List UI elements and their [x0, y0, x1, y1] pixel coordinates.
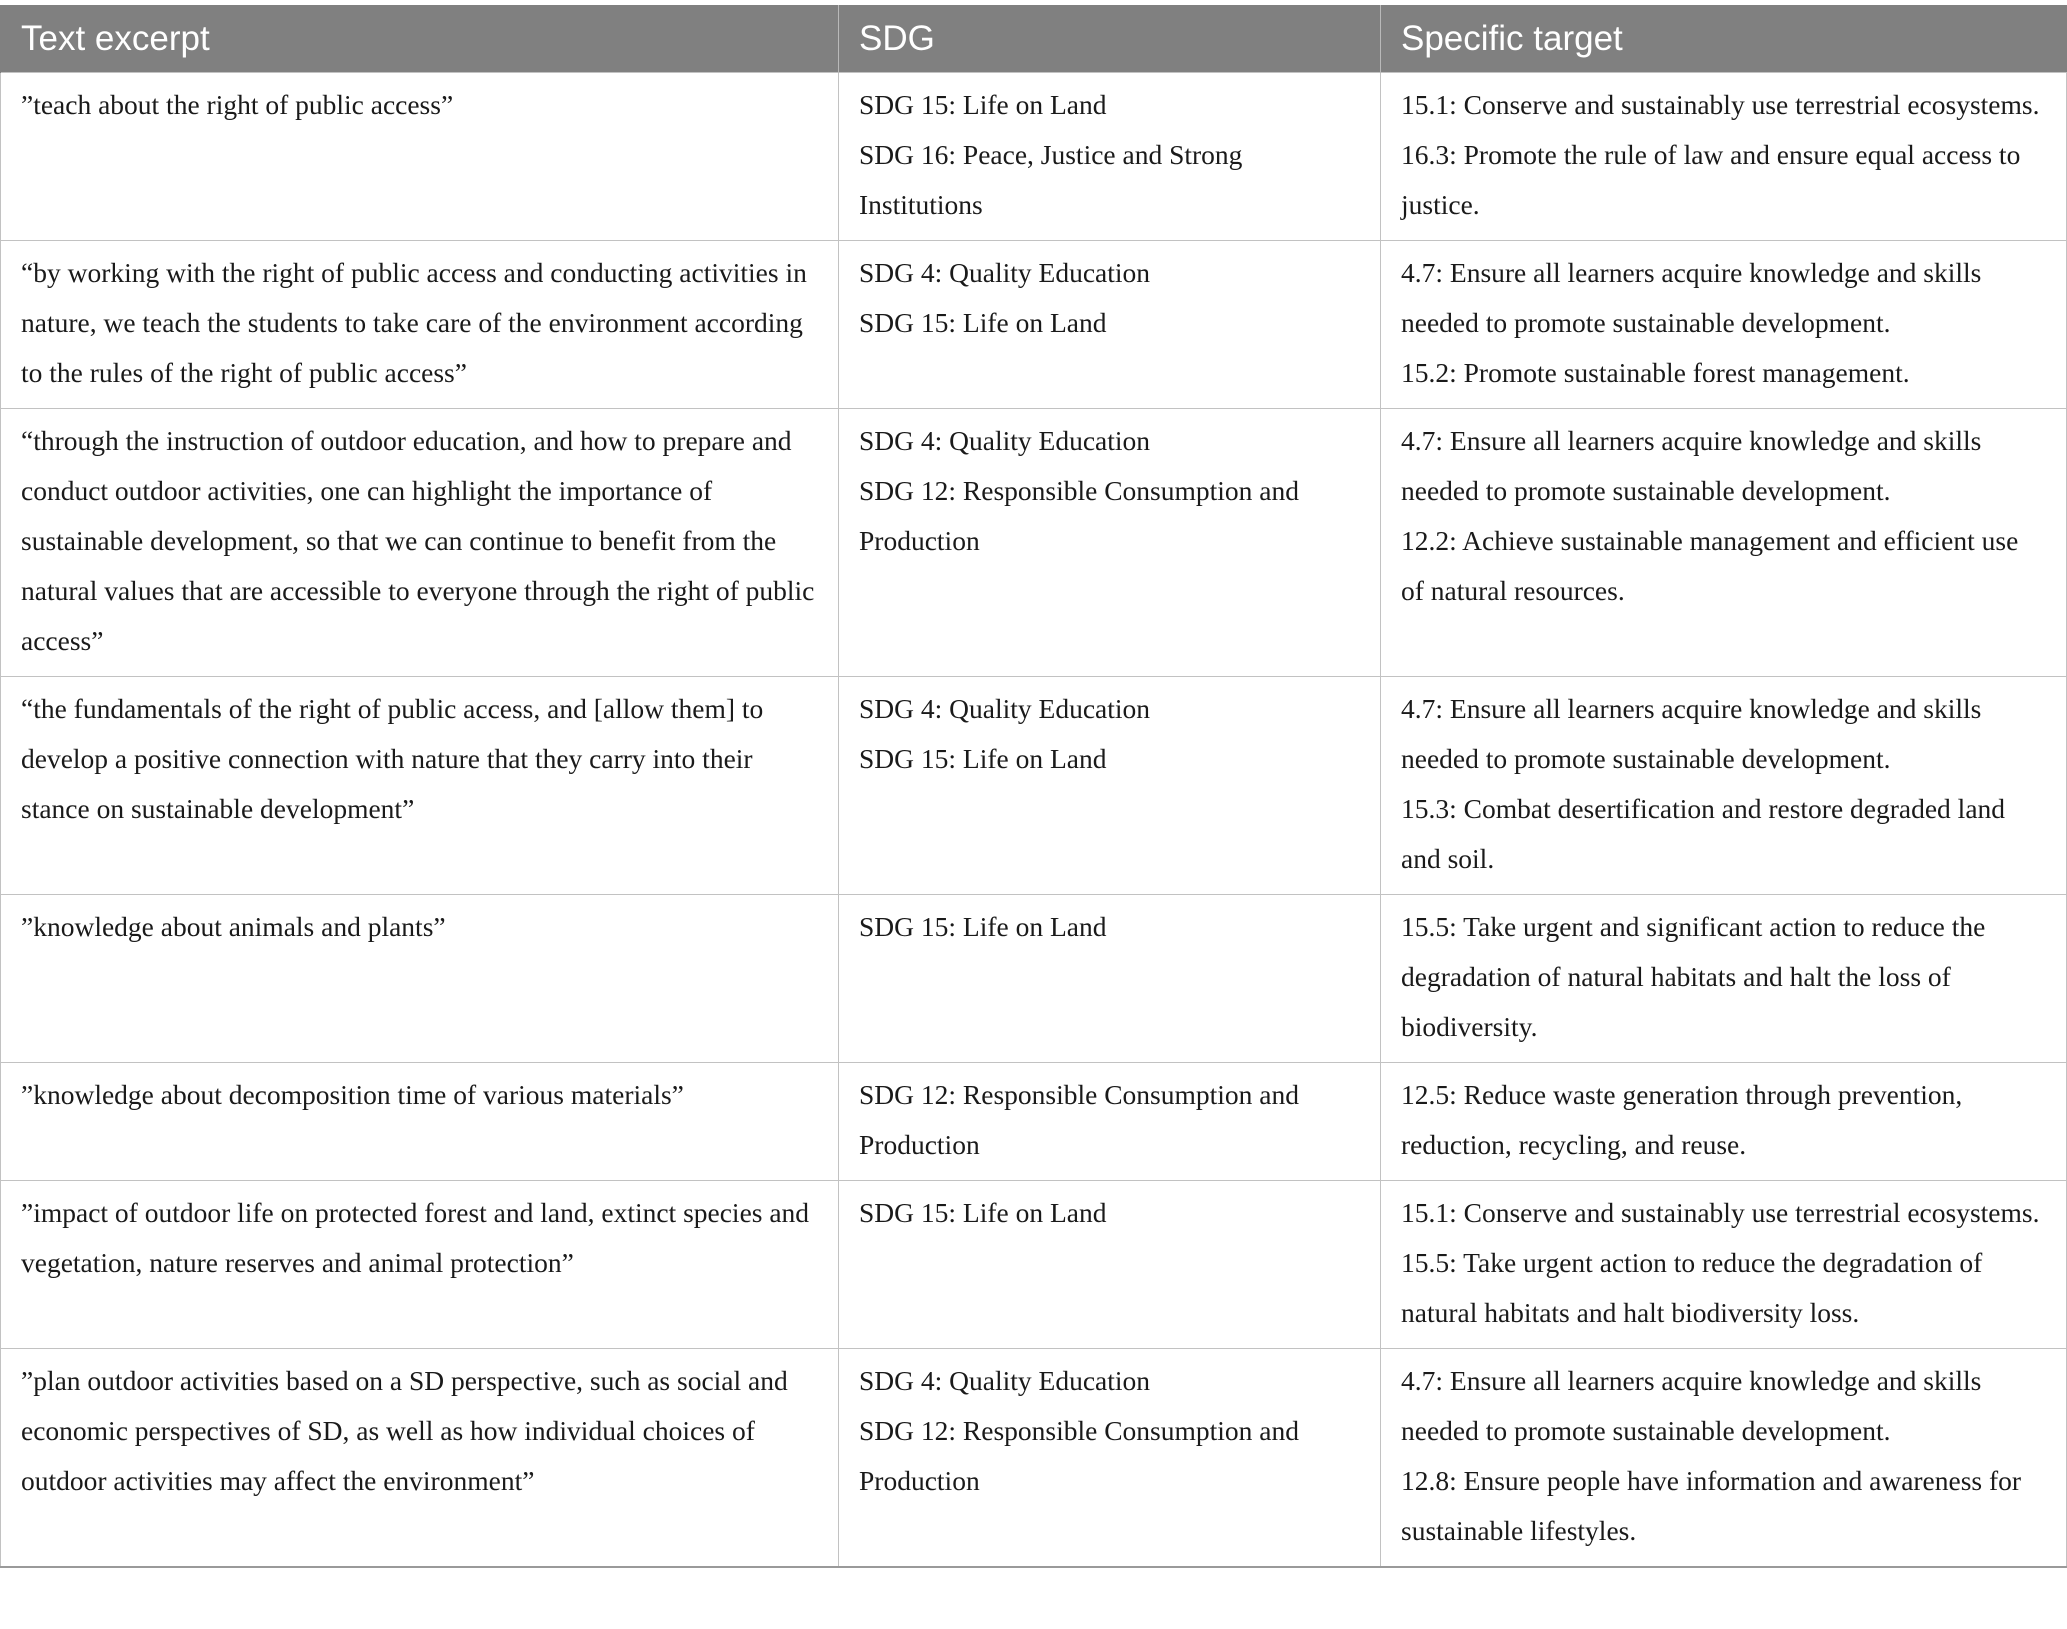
- cell-sdg: [839, 895, 1381, 1063]
- table-row: [1, 241, 2067, 409]
- header-row: [1, 5, 2067, 73]
- sdg-label: SDG 4: Quality Education: [859, 257, 1151, 288]
- target-text: 12.2: Achieve sustainable management and efficient use of natural resources.: [1401, 525, 2019, 606]
- cell-sdg: [839, 677, 1381, 895]
- table-row: [1, 677, 2067, 895]
- target-text: 4.7: Ensure all learners acquire knowledge and skills needed to promote sustainable development.: [1401, 257, 1982, 338]
- table-row: [1, 73, 2067, 241]
- cell-text-excerpt: ”knowledge about animals and plants”: [1, 895, 839, 1063]
- cell-specific-target: [1381, 1181, 2067, 1349]
- sdg-label: SDG 15: Life on Land: [859, 1197, 1107, 1228]
- sdg-label: SDG 4: Quality Education: [859, 425, 1151, 456]
- cell-specific-target: [1381, 677, 2067, 895]
- cell-specific-target: [1381, 895, 2067, 1063]
- cell-specific-target: [1381, 409, 2067, 677]
- cell-text-excerpt: ”plan outdoor activities based on a SD perspective, such as social and economic perspectives of SD, as well as how individual choices of outdoor activities may affect the environment”: [1, 1349, 839, 1568]
- table-row: [1, 1349, 2067, 1568]
- header-text-excerpt: Text excerpt: [1, 5, 839, 73]
- cell-text-excerpt: “through the instruction of outdoor education, and how to prepare and conduct outdoor activities, one can highlight the importance of sustainable development, so that we can continue to benefit from the natural values that are accessible to everyone through the right of public access”: [1, 409, 839, 677]
- cell-text-excerpt: ”teach about the right of public access”: [1, 73, 839, 241]
- target-text: 15.1: Conserve and sustainably use terrestrial ecosystems.: [1401, 89, 2040, 120]
- cell-text-excerpt: ”impact of outdoor life on protected forest and land, extinct species and vegetation, nature reserves and animal protection”: [1, 1181, 839, 1349]
- sdg-label: SDG 4: Quality Education: [859, 693, 1151, 724]
- sdg-table-container: [0, 5, 2066, 1568]
- target-text: 4.7: Ensure all learners acquire knowledge and skills needed to promote sustainable development.: [1401, 425, 1982, 506]
- cell-specific-target: [1381, 1063, 2067, 1181]
- target-text: 12.5: Reduce waste generation through prevention, reduction, recycling, and reuse.: [1401, 1079, 1963, 1160]
- header-sdg: SDG: [839, 5, 1381, 73]
- sdg-label: SDG 15: Life on Land: [859, 307, 1107, 338]
- cell-specific-target: [1381, 1349, 2067, 1568]
- target-text: 4.7: Ensure all learners acquire knowledge and skills needed to promote sustainable development.: [1401, 1365, 1982, 1446]
- sdg-label: SDG 15: Life on Land: [859, 743, 1107, 774]
- cell-sdg: [839, 1181, 1381, 1349]
- sdg-label: SDG 16: Peace, Justice and Strong Institutions: [859, 139, 1243, 220]
- sdg-table: [0, 5, 2067, 1568]
- table-body: [1, 73, 2067, 1568]
- sdg-label: SDG 15: Life on Land: [859, 911, 1107, 942]
- sdg-label: SDG 12: Responsible Consumption and Production: [859, 1415, 1300, 1496]
- cell-text-excerpt: “by working with the right of public access and conducting activities in nature, we teach the students to take care of the environment according to the rules of the right of public access”: [1, 241, 839, 409]
- header-specific-target: Specific target: [1381, 5, 2067, 73]
- target-text: 15.5: Take urgent and significant action to reduce the degradation of natural habitats and halt the loss of biodiversity.: [1401, 911, 1986, 1042]
- target-text: 4.7: Ensure all learners acquire knowledge and skills needed to promote sustainable development.: [1401, 693, 1982, 774]
- target-text: 15.2: Promote sustainable forest management.: [1401, 357, 1910, 388]
- target-text: 15.1: Conserve and sustainably use terrestrial ecosystems.: [1401, 1197, 2040, 1228]
- sdg-label: SDG 12: Responsible Consumption and Production: [859, 1079, 1300, 1160]
- table-row: [1, 1181, 2067, 1349]
- target-text: 15.5: Take urgent action to reduce the degradation of natural habitats and halt biodiversity loss.: [1401, 1247, 1983, 1328]
- sdg-label: SDG 4: Quality Education: [859, 1365, 1151, 1396]
- cell-specific-target: [1381, 241, 2067, 409]
- table-row: [1, 1063, 2067, 1181]
- cell-text-excerpt: “the fundamentals of the right of public access, and [allow them] to develop a positive connection with nature that they carry into their stance on sustainable development”: [1, 677, 839, 895]
- sdg-label: SDG 15: Life on Land: [859, 89, 1107, 120]
- target-text: 15.3: Combat desertification and restore degraded land and soil.: [1401, 793, 2006, 874]
- sdg-label: SDG 12: Responsible Consumption and Production: [859, 475, 1300, 556]
- target-text: 16.3: Promote the rule of law and ensure equal access to justice.: [1401, 139, 2021, 220]
- table-header: [1, 5, 2067, 73]
- cell-sdg: [839, 1349, 1381, 1568]
- cell-text-excerpt: ”knowledge about decomposition time of various materials”: [1, 1063, 839, 1181]
- cell-specific-target: [1381, 73, 2067, 241]
- cell-sdg: [839, 409, 1381, 677]
- table-row: [1, 895, 2067, 1063]
- cell-sdg: [839, 73, 1381, 241]
- table-row: [1, 409, 2067, 677]
- cell-sdg: [839, 241, 1381, 409]
- target-text: 12.8: Ensure people have information and awareness for sustainable lifestyles.: [1401, 1465, 2022, 1546]
- cell-sdg: [839, 1063, 1381, 1181]
